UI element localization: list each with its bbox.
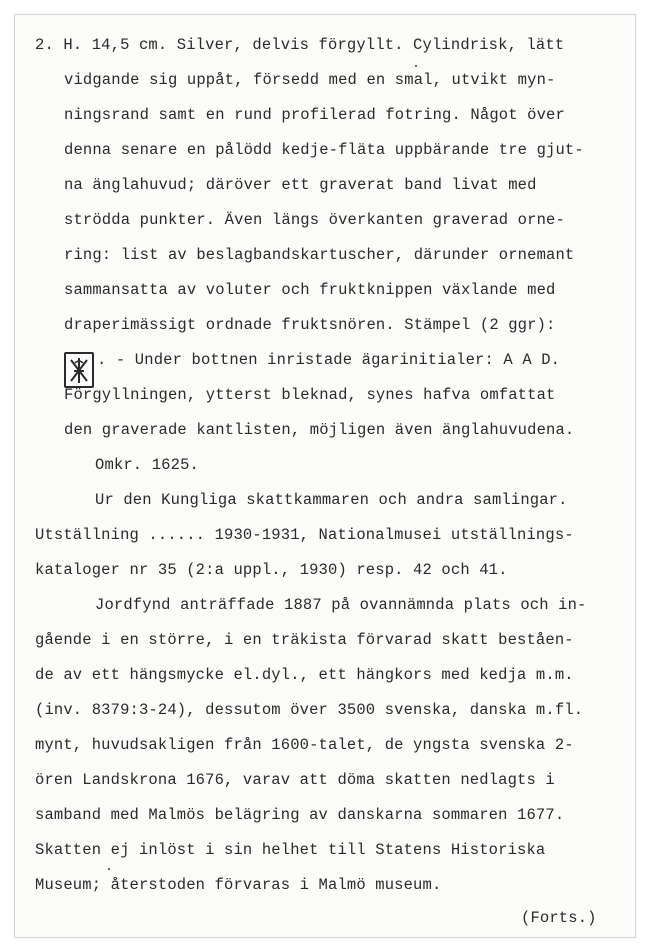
text-line: draperimässigt ordnade fruktsnören. Stämpel (2 ggr): (64, 316, 556, 334)
text-line: samband med Malmös belägring av danskarna sommaren 1677. (35, 806, 565, 824)
date-line: Omkr. 1625. (95, 456, 199, 474)
text-line: sammansatta av voluter och fruktknippen växlande med (64, 281, 556, 299)
text-line: (inv. 8379:3-24), dessutom över 3500 svenska, danska m.fl. (35, 701, 584, 719)
ink-speck (108, 868, 110, 870)
text-line: kataloger nr 35 (2:a uppl., 1930) resp. 42 och 41. (35, 561, 508, 579)
text-line: Förgyllningen, ytterst bleknad, synes hafva omfattat (64, 386, 556, 404)
provenance-line: Ur den Kungliga skattkammaren och andra samlingar. (95, 491, 568, 509)
document-page (14, 14, 636, 938)
text-line: ören Landskrona 1676, varav att döma skatten nedlagts i (35, 771, 555, 789)
text-line: denna senare en pålödd kedje-fläta uppbärande tre gjut- (64, 141, 584, 159)
text-line: na änglahuvud; däröver ett graverat band livat med (64, 176, 537, 194)
text-line: gående i en större, i en träkista förvarad skatt beståen- (35, 631, 574, 649)
text-line: Jordfynd anträffade 1887 på ovannämnda plats och in- (95, 596, 587, 614)
text-line: den graverade kantlisten, möjligen även änglahuvudena. (64, 421, 575, 439)
continued-note: (Forts.) (521, 909, 597, 927)
text-line: . - Under bottnen inristade ägarinitialer: A A D. (97, 351, 561, 369)
text-line: ring: list av beslagbandskartuscher, därunder ornemant (64, 246, 575, 264)
text-line: de av ett hängsmycke el.dyl., ett hängkors med kedja m.m. (35, 666, 574, 684)
ink-speck (415, 65, 417, 67)
text-line: Museum; återstoden förvaras i Malmö museum. (35, 876, 442, 894)
exhibition-line: Utställning ...... 1930-1931, Nationalmusei utställnings- (35, 526, 574, 544)
text-line: strödda punkter. Även längs överkanten graverad orne- (64, 211, 565, 229)
text-line: ningsrand samt en rund profilerad fotring. Något över (64, 106, 565, 124)
text-line: 2. H. 14,5 cm. Silver, delvis förgyllt. Cylindrisk, lätt (35, 36, 565, 54)
text-line: Skatten ej inlöst i sin helhet till Statens Historiska (35, 841, 546, 859)
text-line: vidgande sig uppåt, försedd med en smal, utvikt myn- (64, 71, 556, 89)
hallmark-stamp-icon (64, 352, 94, 388)
text-line: mynt, huvudsakligen från 1600-talet, de yngsta svenska 2- (35, 736, 574, 754)
